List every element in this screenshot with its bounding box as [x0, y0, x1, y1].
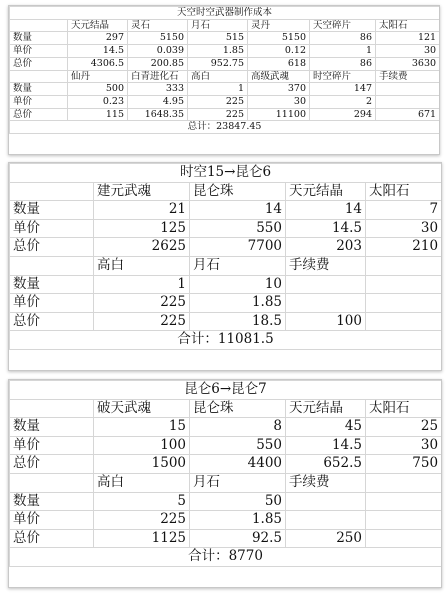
value-cell — [366, 294, 442, 313]
row-label: 数量 — [10, 83, 68, 96]
value-cell: 100 — [286, 312, 366, 331]
row-label: 总价 — [10, 312, 94, 331]
value-cell: 1 — [94, 275, 190, 294]
value-cell: 1500 — [94, 455, 190, 474]
value-cell: 1.85 — [190, 511, 286, 530]
total-row — [10, 121, 440, 134]
column-header: 时空碎片 — [310, 70, 376, 83]
value-cell — [286, 492, 366, 511]
row-label: 单价 — [10, 436, 94, 455]
column-header: 高级武魂 — [248, 70, 310, 83]
upgrade-6-to-7-table — [9, 380, 442, 567]
total-value: 合计：8770 — [10, 548, 442, 567]
value-cell: 618 — [248, 57, 310, 70]
value-cell: 0.039 — [128, 45, 188, 58]
row-label: 总价 — [10, 455, 94, 474]
value-cell: 15 — [94, 418, 190, 437]
value-cell — [376, 83, 440, 96]
column-header: 仙丹 — [68, 70, 128, 83]
table-row — [10, 238, 442, 257]
value-cell: 671 — [376, 108, 440, 121]
value-cell: 14.5 — [286, 436, 366, 455]
value-cell — [376, 95, 440, 108]
value-cell: 5150 — [248, 32, 310, 45]
column-header: 白青进化石 — [128, 70, 188, 83]
table-row — [10, 45, 440, 58]
value-cell: 7700 — [190, 238, 286, 257]
value-cell: 1648.35 — [128, 108, 188, 121]
value-cell: 370 — [248, 83, 310, 96]
column-header: 太阳石 — [366, 182, 442, 201]
value-cell: 4400 — [190, 455, 286, 474]
value-cell: 0.12 — [248, 45, 310, 58]
total-value: 总计：23847.45 — [10, 121, 440, 134]
weapon-cost-table — [9, 6, 440, 134]
value-cell: 92.5 — [190, 529, 286, 548]
table-row — [10, 219, 442, 238]
total-row — [10, 548, 442, 567]
column-header: 天元结晶 — [286, 399, 366, 418]
header-row — [10, 473, 442, 492]
row-label: 单价 — [10, 294, 94, 313]
value-cell: 2 — [310, 95, 376, 108]
value-cell: 225 — [188, 108, 248, 121]
value-cell: 550 — [190, 219, 286, 238]
row-label: 单价 — [10, 219, 94, 238]
value-cell: 952.75 — [188, 57, 248, 70]
table-row — [10, 108, 440, 121]
value-cell: 14 — [190, 201, 286, 220]
value-cell: 121 — [376, 32, 440, 45]
value-cell: 10 — [190, 275, 286, 294]
value-cell: 7 — [366, 201, 442, 220]
value-cell: 30 — [366, 219, 442, 238]
value-cell: 210 — [366, 238, 442, 257]
header-row — [10, 256, 442, 275]
column-header: 手续费 — [286, 473, 366, 492]
value-cell: 250 — [286, 529, 366, 548]
value-cell: 1 — [310, 45, 376, 58]
value-cell: 1125 — [94, 529, 190, 548]
title-row — [10, 164, 442, 183]
column-header: 月石 — [188, 19, 248, 32]
value-cell: 515 — [188, 32, 248, 45]
value-cell — [366, 511, 442, 530]
row-label: 数量 — [10, 275, 94, 294]
value-cell: 5150 — [128, 32, 188, 45]
value-cell: 200.85 — [128, 57, 188, 70]
value-cell: 1 — [188, 83, 248, 96]
value-cell: 550 — [190, 436, 286, 455]
corner-cell — [10, 70, 68, 83]
value-cell: 1.85 — [188, 45, 248, 58]
column-header — [366, 473, 442, 492]
column-header: 灵丹 — [248, 19, 310, 32]
value-cell: 0.23 — [68, 95, 128, 108]
row-label: 单价 — [10, 45, 68, 58]
column-header: 天元结晶 — [68, 19, 128, 32]
value-cell — [366, 529, 442, 548]
value-cell: 125 — [94, 219, 190, 238]
row-label: 数量 — [10, 492, 94, 511]
table-row — [10, 95, 440, 108]
row-label: 数量 — [10, 32, 68, 45]
table-row — [10, 32, 440, 45]
column-header — [366, 256, 442, 275]
column-header: 月石 — [190, 256, 286, 275]
upgrade-15-to-6-sheet — [8, 162, 442, 371]
value-cell — [366, 492, 442, 511]
value-cell: 25 — [366, 418, 442, 437]
value-cell: 14.5 — [286, 219, 366, 238]
table-row — [10, 529, 442, 548]
header-row — [10, 19, 440, 32]
table-row — [10, 83, 440, 96]
table-title: 时空15→昆仑6 — [10, 164, 442, 183]
value-cell: 18.5 — [190, 312, 286, 331]
row-label: 数量 — [10, 201, 94, 220]
column-header: 天元结晶 — [286, 182, 366, 201]
value-cell: 14 — [286, 201, 366, 220]
value-cell: 30 — [248, 95, 310, 108]
column-header: 破天武魂 — [94, 399, 190, 418]
corner-cell — [10, 256, 94, 275]
value-cell: 652.5 — [286, 455, 366, 474]
row-label: 总价 — [10, 238, 94, 257]
row-label: 总价 — [10, 108, 68, 121]
value-cell: 86 — [310, 32, 376, 45]
row-label: 总价 — [10, 57, 68, 70]
table-title: 天空时空武器制作成本 — [10, 7, 440, 20]
value-cell — [286, 511, 366, 530]
value-cell — [286, 275, 366, 294]
value-cell: 30 — [376, 45, 440, 58]
column-header: 昆仑珠 — [190, 399, 286, 418]
value-cell — [366, 275, 442, 294]
header-row — [10, 399, 442, 418]
row-label: 单价 — [10, 511, 94, 530]
value-cell: 750 — [366, 455, 442, 474]
header-row — [10, 70, 440, 83]
value-cell: 8 — [190, 418, 286, 437]
column-header: 高白 — [94, 473, 190, 492]
value-cell: 225 — [94, 312, 190, 331]
value-cell: 50 — [190, 492, 286, 511]
value-cell: 100 — [94, 436, 190, 455]
column-header: 太阳石 — [366, 399, 442, 418]
value-cell: 45 — [286, 418, 366, 437]
upgrade-15-to-6-table — [9, 163, 442, 350]
header-row — [10, 182, 442, 201]
column-header: 手续费 — [376, 70, 440, 83]
corner-cell — [10, 473, 94, 492]
value-cell: 333 — [128, 83, 188, 96]
value-cell: 3630 — [376, 57, 440, 70]
value-cell: 21 — [94, 201, 190, 220]
table-row — [10, 492, 442, 511]
table-row — [10, 312, 442, 331]
table-row — [10, 57, 440, 70]
table-row — [10, 201, 442, 220]
value-cell: 4306.5 — [68, 57, 128, 70]
title-row — [10, 7, 440, 20]
value-cell: 11100 — [248, 108, 310, 121]
value-cell: 225 — [94, 294, 190, 313]
value-cell: 2625 — [94, 238, 190, 257]
column-header: 天空碎片 — [310, 19, 376, 32]
value-cell: 30 — [366, 436, 442, 455]
column-header: 高白 — [94, 256, 190, 275]
value-cell: 14.5 — [68, 45, 128, 58]
weapon-cost-sheet — [8, 5, 440, 155]
column-header: 昆仑珠 — [190, 182, 286, 201]
total-row — [10, 331, 442, 350]
corner-cell — [10, 399, 94, 418]
column-header: 手续费 — [286, 256, 366, 275]
value-cell: 500 — [68, 83, 128, 96]
column-header: 建元武魂 — [94, 182, 190, 201]
value-cell: 203 — [286, 238, 366, 257]
value-cell: 297 — [68, 32, 128, 45]
value-cell: 86 — [310, 57, 376, 70]
table-row — [10, 511, 442, 530]
column-header: 灵石 — [128, 19, 188, 32]
value-cell: 1.85 — [190, 294, 286, 313]
column-header: 太阳石 — [376, 19, 440, 32]
upgrade-6-to-7-sheet — [8, 379, 442, 588]
column-header: 月石 — [190, 473, 286, 492]
table-row — [10, 418, 442, 437]
value-cell: 147 — [310, 83, 376, 96]
value-cell — [286, 294, 366, 313]
value-cell: 294 — [310, 108, 376, 121]
value-cell — [366, 312, 442, 331]
value-cell: 115 — [68, 108, 128, 121]
row-label: 单价 — [10, 95, 68, 108]
table-title: 昆仑6→昆仑7 — [10, 381, 442, 400]
corner-cell — [10, 19, 68, 32]
title-row — [10, 381, 442, 400]
row-label: 总价 — [10, 529, 94, 548]
table-row — [10, 275, 442, 294]
value-cell: 4.95 — [128, 95, 188, 108]
table-row — [10, 455, 442, 474]
value-cell: 225 — [94, 511, 190, 530]
corner-cell — [10, 182, 94, 201]
value-cell: 225 — [188, 95, 248, 108]
column-header: 高白 — [188, 70, 248, 83]
table-row — [10, 294, 442, 313]
total-value: 合计：11081.5 — [10, 331, 442, 350]
row-label: 数量 — [10, 418, 94, 437]
value-cell: 5 — [94, 492, 190, 511]
table-row — [10, 436, 442, 455]
